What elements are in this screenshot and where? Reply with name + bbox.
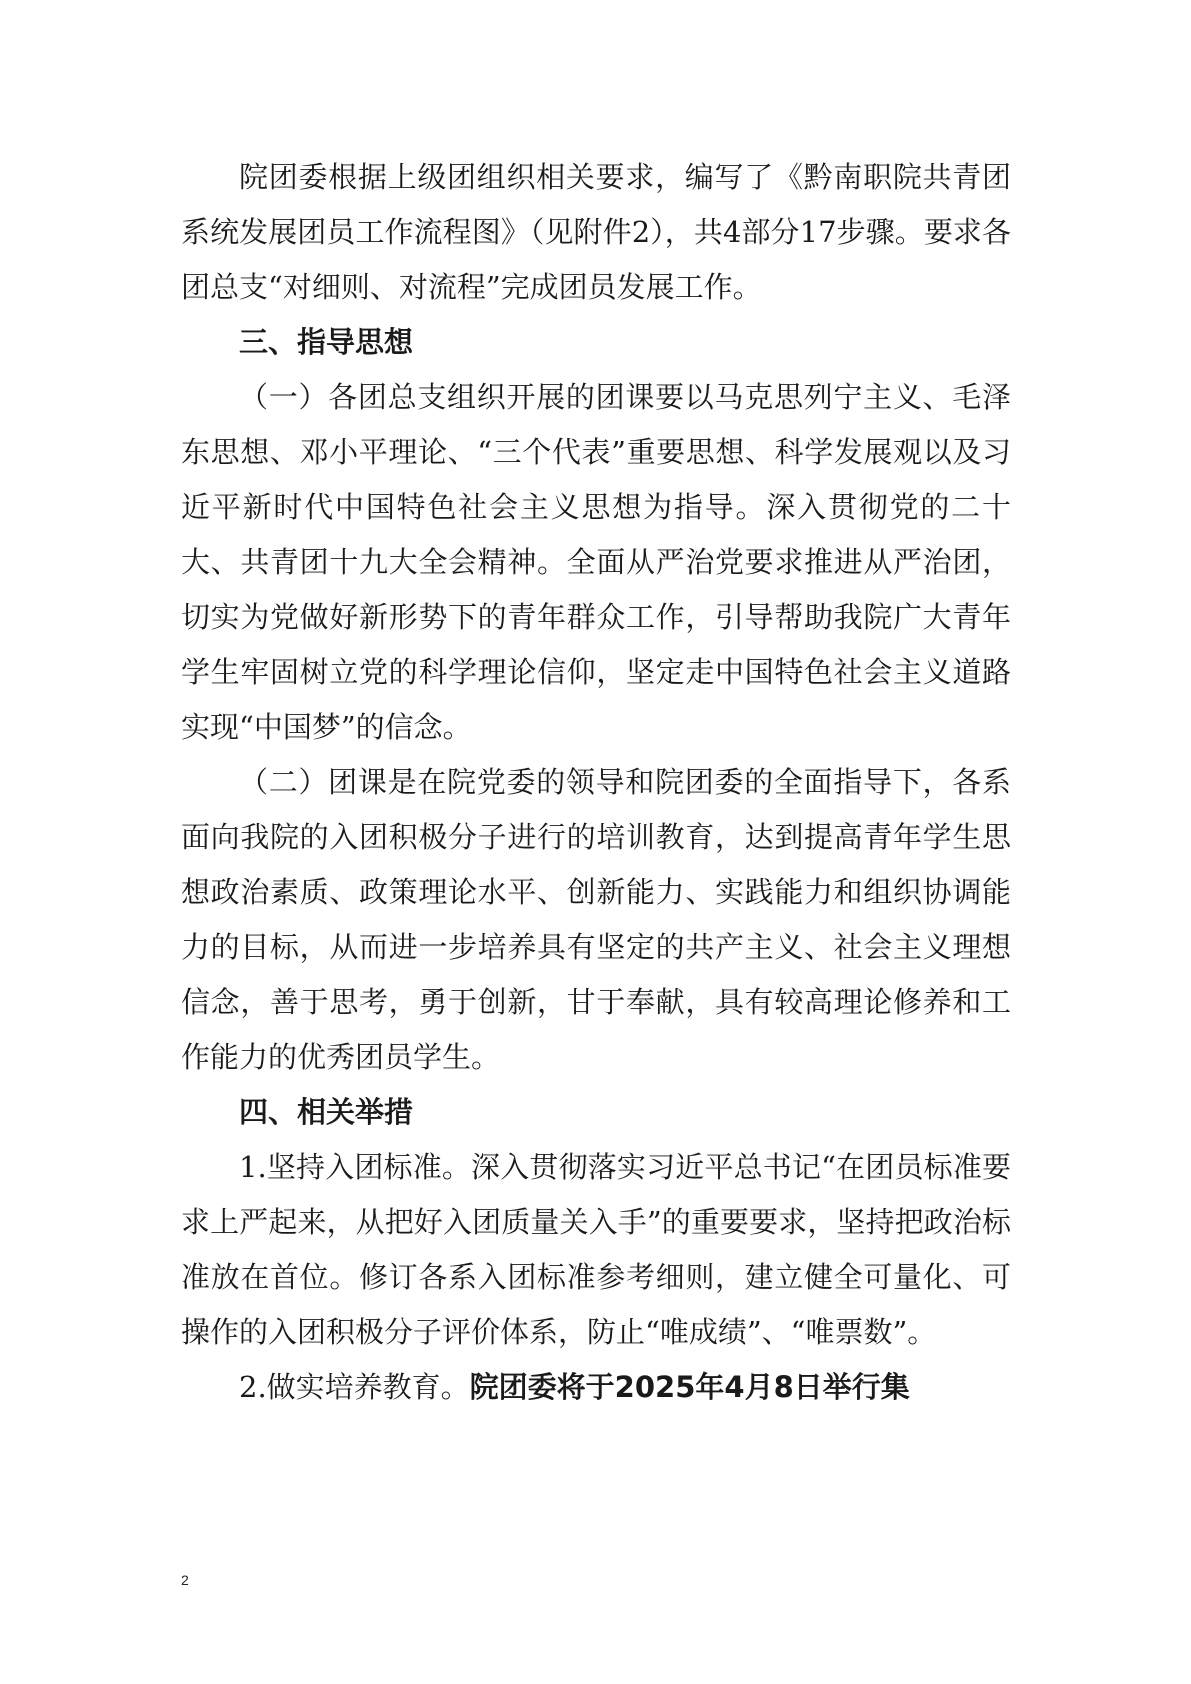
paragraph-measure-2 bbox=[181, 1360, 1011, 1415]
paragraph-guiding-ideology-2: （二）团课是在院党委的领导和院团委的全面指导下，各系面向我院的入团积极分子进行的培训教育，达到提高青年学生思想政治素质、政策理论水平、创新能力、实践能力和组织协调能力的目标，从而进一步培养具有坚定的共产主义、社会主义理想信念，善于思考，勇于创新，甘于奉献，具有较高理论修养和工作能力的优秀团员学生。 bbox=[181, 765, 1011, 1074]
paragraph-guiding-ideology-1: （一）各团总支组织开展的团课要以马克思列宁主义、毛泽东思想、邓小平理论、“三个代表”重要思想、科学发展观以及习近平新时代中国特色社会主义思想为指导。深入贯彻党的二十大、共青团十九大全会精神。全面从严治党要求推进从严治团，切实为党做好新形势下的青年群众工作，引导帮助我院广大青年学生牢固树立党的科学理论信仰，坚定走中国特色社会主义道路实现“中国梦”的信念。 bbox=[181, 380, 1011, 744]
measure-2-lead: 2.做实培养教育。 bbox=[239, 1370, 470, 1404]
document-body bbox=[181, 150, 1011, 1415]
page-number: 2 bbox=[181, 1572, 189, 1588]
section-heading-guiding-ideology: 三、指导思想 bbox=[239, 325, 414, 359]
measure-2-bold-text: 院团委将于2025年4月8日举行集 bbox=[469, 1370, 910, 1404]
paragraph-measure-1: 1.坚持入团标准。深入贯彻落实习近平总书记“在团员标准要求上严起来，从把好入团质量关入手”的重要要求，坚持把政治标准放在首位。修订各系入团标准参考细则，建立健全可量化、可操作的入团积极分子评价体系，防止“唯成绩”、“唯票数”。 bbox=[181, 1150, 1011, 1349]
paragraph-workflow: 院团委根据上级团组织相关要求，编写了《黔南职院共青团系统发展团员工作流程图》（见附件2），共4部分17步骤。要求各团总支“对细则、对流程”完成团员发展工作。 bbox=[181, 160, 1011, 304]
section-heading-measures: 四、相关举措 bbox=[239, 1095, 414, 1129]
